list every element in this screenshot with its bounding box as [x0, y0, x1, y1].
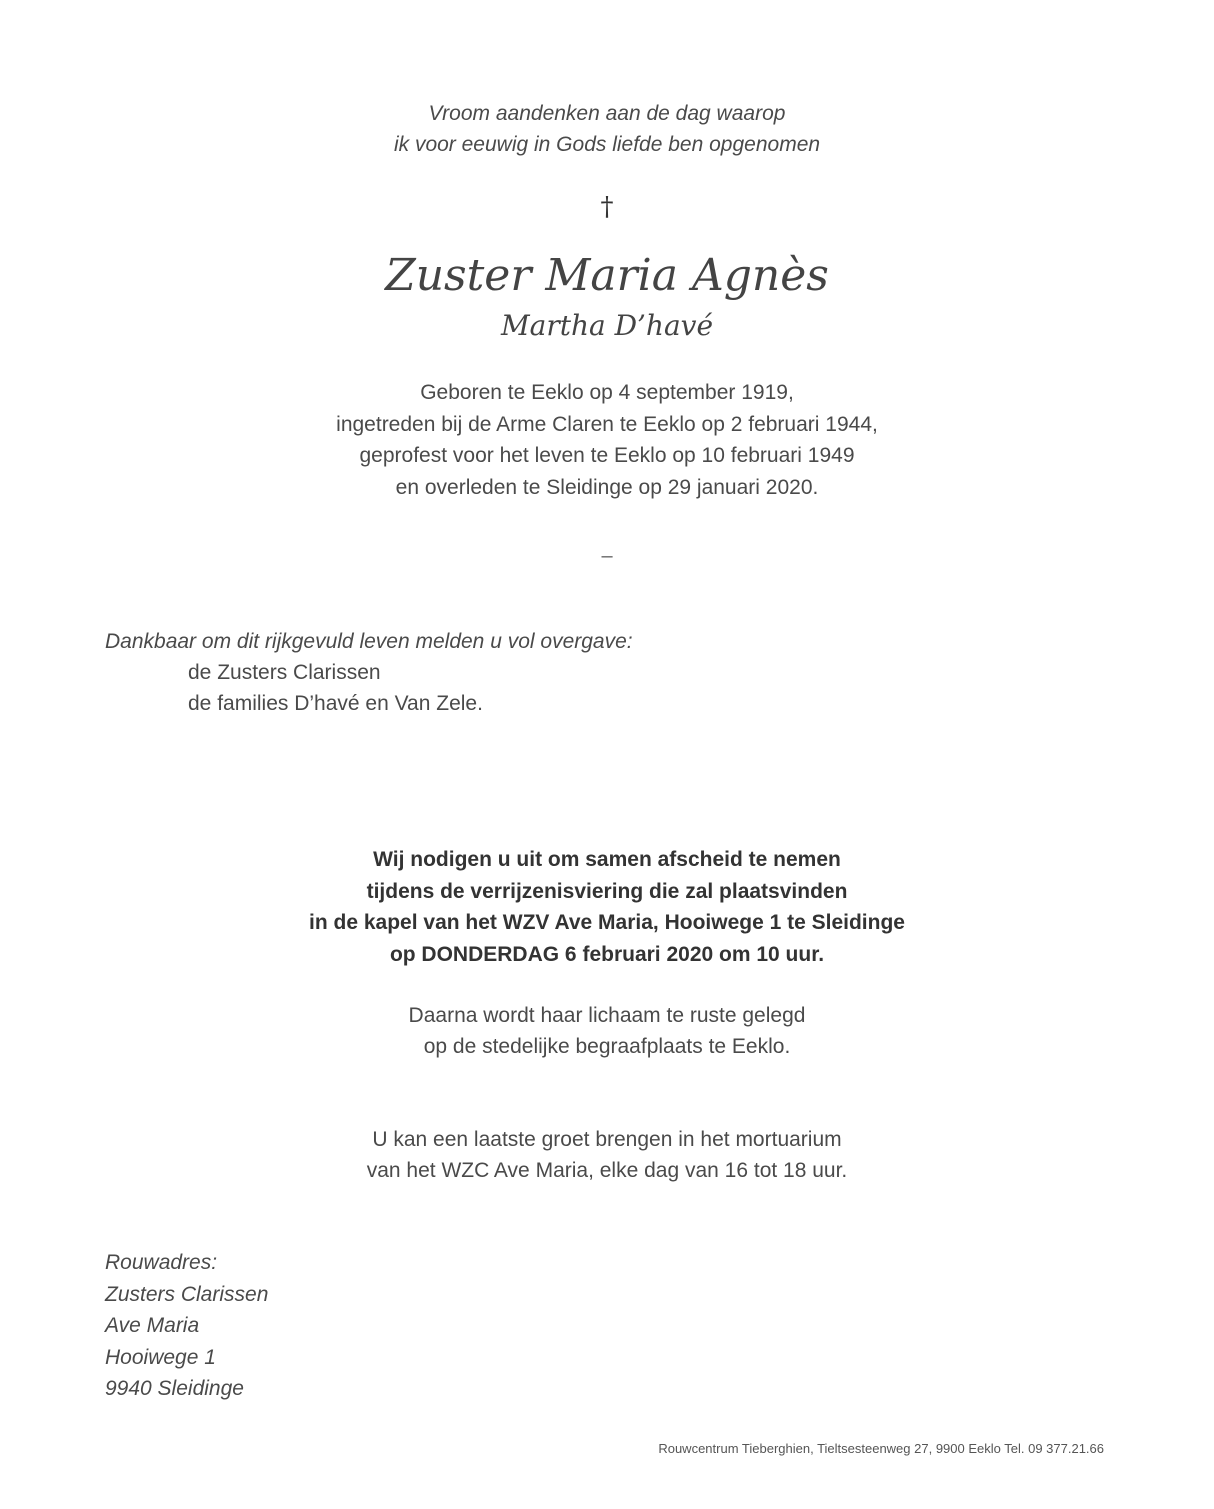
invitation-line-4: op DONDERDAG 6 februari 2020 om 10 uur. — [389, 942, 825, 966]
address-line-3: Hooiwege 1 — [105, 1345, 216, 1369]
address-line-2: Ave Maria — [105, 1314, 200, 1337]
address-label: Rouwadres: — [105, 1251, 218, 1274]
biography-line-4: en overleden te Sleidinge op 29 januari 2020. — [395, 475, 819, 499]
burial-line-1: Daarna wordt haar lichaam te ruste gelegd — [408, 1004, 806, 1027]
invitation — [0, 844, 1214, 970]
invitation-line-3: in de kapel van het WZV Ave Maria, Hooiwege 1 te Sleidinge — [309, 911, 905, 934]
visitation-info — [0, 1124, 1214, 1186]
biography — [0, 377, 1214, 503]
biography-line-2: ingetreden bij de Arme Claren te Eeklo op 2 februari 1944, — [336, 412, 878, 436]
religious-name: Zuster Maria Agnès — [385, 250, 829, 301]
visitation-line-2: van het WZC Ave Maria, elke dag van 16 tot 18 uur. — [366, 1159, 848, 1182]
burial-line-2: op de stedelijke begraafplaats te Eeklo. — [423, 1035, 791, 1058]
visitation-line-1: U kan een laatste groet brengen in het mortuarium — [372, 1128, 842, 1151]
burial-info — [0, 1000, 1214, 1062]
address-line-1: Zusters Clarissen — [105, 1282, 269, 1306]
opening-text — [0, 98, 1214, 160]
thanks-intro: Dankbaar om dit rijkgevuld leven melden u vol overgave: — [105, 630, 633, 653]
sender-1: de Zusters Clarissen — [188, 661, 381, 684]
thanks-section — [105, 626, 633, 719]
cross-icon: † — [600, 192, 614, 222]
biography-line-3: geprofest voor het leven te Eeklo op 10 februari 1949 — [359, 444, 855, 467]
invitation-line-2: tijdens de verrijzenisviering die zal plaatsvinden — [366, 879, 848, 903]
address-line-4: 9940 Sleidinge — [105, 1377, 244, 1400]
biography-line-1: Geboren te Eeklo op 4 september 1919, — [420, 381, 794, 404]
opening-line-2: ik voor eeuwig in Gods liefde ben opgenomen — [393, 133, 821, 156]
mourning-address — [105, 1247, 268, 1405]
opening-line-1: Vroom aandenken aan de dag waarop — [428, 102, 786, 125]
separator: – — [601, 545, 613, 567]
invitation-line-1: Wij nodigen u uit om samen afscheid te nemen — [373, 848, 841, 871]
funeral-home-footer: Rouwcentrum Tieberghien, Tieltsesteenweg 27, 9900 Eeklo Tel. 09 377.21.66 — [658, 1441, 1104, 1456]
sender-2: de families D’havé en Van Zele. — [188, 692, 483, 715]
civil-name: Martha D’havé — [500, 309, 714, 342]
